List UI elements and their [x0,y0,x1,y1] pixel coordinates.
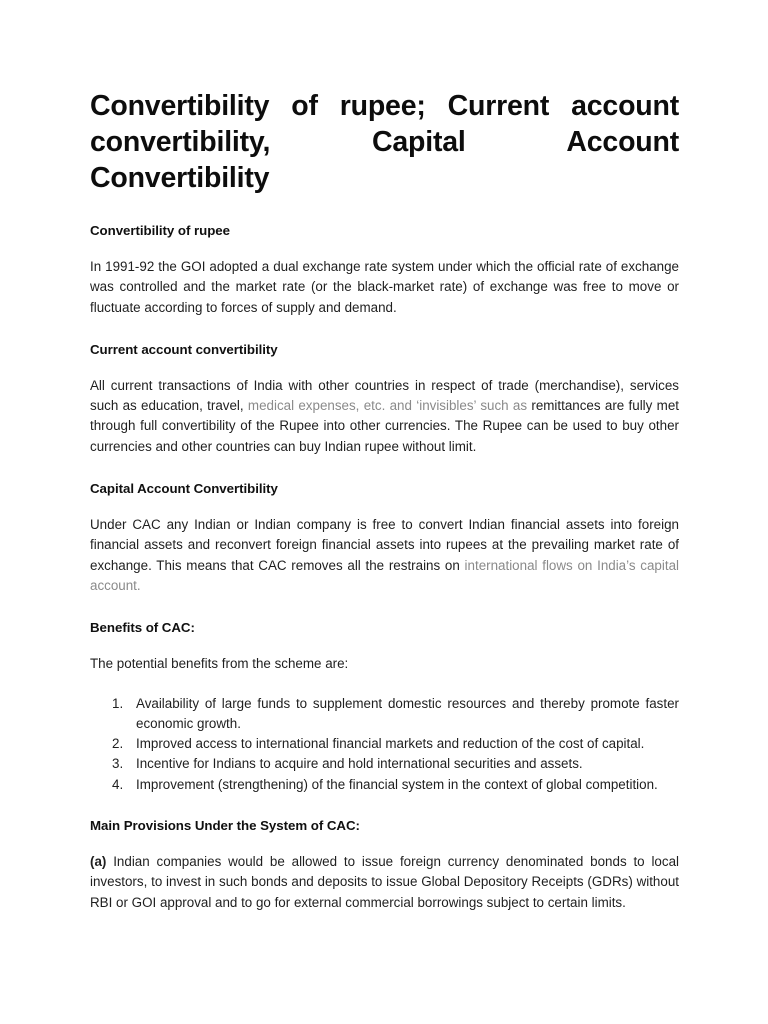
paragraph-text-segment-2: remittances are fully met through full convertibility of the Rupee into other currencies. The Rupee can be used to buy other currencies and other countries can buy Indian rupee without limit. [90,398,679,454]
list-item: Improvement (strengthening) of the financial system in the context of global competition. [136,776,658,792]
benefits-list [90,694,679,795]
provision-text-a: Indian companies would be allowed to issue foreign currency denominated bonds to local investors, to invest in such bonds and deposits to issue Global Depository Receipts (GDRs) without RBI or GOI approval and to go for external commercial borrowings subject to certain limits. [90,854,679,910]
paragraph-text-segment-1: Under CAC any Indian or Indian company is free to convert Indian financial assets into foreign financial assets and reconvert foreign financial assets into rupees at the prevailing market rate of exchange. This means that CAC removes all the restrains on [90,517,679,573]
paragraph-text-segment-faded: medical expenses, etc. and ‘invisibles’ such as [243,398,528,414]
paragraph-main-provisions-a [90,852,679,913]
paragraph-benefits-intro: The potential benefits from the scheme are: [90,656,349,672]
list-item: Availability of large funds to supplement domestic resources and thereby promote faster economic growth. [136,695,679,731]
list-item: Incentive for Indians to acquire and hold international securities and assets. [136,756,583,772]
section-heading-benefits-of-cac: Benefits of CAC: [90,620,195,636]
page-title: Convertibility of rupee; Current account convertibility, Capital Account Convertibility [90,90,679,194]
section-heading-capital-account-convertibility: Capital Account Convertibility [90,481,278,497]
section-heading-main-provisions: Main Provisions Under the System of CAC: [90,818,360,834]
paragraph-convertibility-of-rupee: In 1991-92 the GOI adopted a dual exchange rate system under which the official rate of exchange was controlled and the market rate (or the black-market rate) of exchange was free to move or fluctuate according to forces of supply and demand. [90,259,679,315]
section-heading-current-account-convertibility: Current account convertibility [90,341,278,357]
section-heading-convertibility-of-rupee: Convertibility of rupee [90,223,230,238]
paragraph-text-segment-1: All current transactions of India with other countries in respect of trade (merchandise), services such as education, travel, [90,377,679,414]
list-item: Improved access to international financial markets and reduction of the cost of capital. [136,736,645,752]
paragraph-current-account-convertibility [90,376,679,457]
provision-marker-a: (a) [90,854,107,870]
paragraph-capital-account-convertibility [90,515,679,596]
paragraph-text-segment-faded: international flows on India’s capital account. [90,557,679,593]
